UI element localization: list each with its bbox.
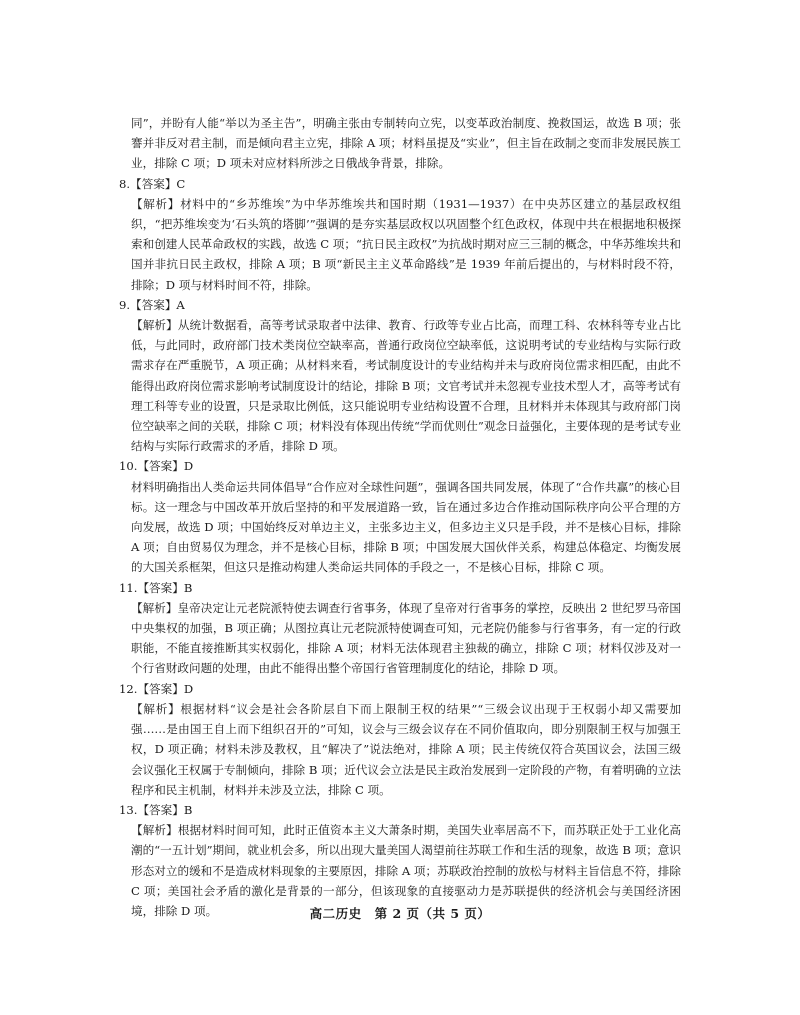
- page-footer: 高二历史 第 2 页（共 5 页）: [309, 906, 491, 921]
- question-8: [119, 174, 681, 295]
- answer-label: 12.【答案】D: [119, 681, 194, 696]
- question-11: [119, 578, 681, 679]
- explanation-text: 【解析】根据材料“议会是社会各阶层自下而上限制王权的结果”“三级会议出现于王权弱小却又需要加强……是由国王自上而下组织召开的”可知，议会与三级会议存在不同价值取向，即分别限制王权与加强王权，D 项正确；材料未涉及教权，且“解决了”说法绝对，排除 A 项；民主传统仅符合英国议会，法国三级会议强化王权属于专制倾向，排除 B 项；近代议会立法是民主政治发展到一定阶段的产物，有着明确的立法程序和民主机制，材料并未涉及立法，排除 C 项。: [131, 701, 681, 797]
- explanation-text: 【解析】皇帝决定让元老院派特使去调查行省事务，体现了皇帝对行省事务的掌控，反映出 2 世纪罗马帝国中央集权的加强，B 项正确；从图拉真让元老院派特使调查可知，元老院仍能参与行省事务，有一定的行政职能，不能直接推断其实权弱化，排除 A 项；材料无法体现君主独裁的确立，排除 C 项；材料仅涉及对一个行省财政问题的处理，由此不能得出整个帝国行省管理制度化的结论，排除 D 项。: [131, 600, 681, 676]
- answer-key-content: [119, 113, 681, 921]
- explanation-text: 材料明确指出人类命运共同体倡导“合作应对全球性问题”，强调各国共同发展，体现了“合作共赢”的核心目标。这一理念与中国改革开放后坚持的和平发展道路一致，旨在通过多边合作推动国际秩序向公平合理的方向发展，故选 D 项；中国始终反对单边主义，主张多边主义，但多边主义只是手段，并不是核心目标，排除 A 项；自由贸易仅为理念，并不是核心目标，排除 B 项；中国发展大国伙伴关系，构建总体稳定、均衡发展的大国关系框架，但这只是推动构建人类命运共同体的手段之一，不是核心目标，排除 C 项。: [131, 479, 681, 575]
- question-10: [119, 456, 681, 577]
- answer-label: 11.【答案】B: [119, 580, 193, 595]
- answer-label: 8.【答案】C: [119, 176, 186, 191]
- question-9: [119, 295, 681, 457]
- question-12: [119, 679, 681, 800]
- explanation-text: 【解析】材料中的“乡苏维埃”为中华苏维埃共和国时期（1931—1937）在中央苏区建立的基层政权组织，“把苏维埃变为‘石头筑的塔脚’”强调的是夯实基层政权以巩固整个红色政权，体现中共在根据地积极探索和创建人民革命政权的实践，故选 C 项；“抗日民主政权”为抗战时期对应三三制的概念，中华苏维埃共和国并非抗日民主政权，排除 A 项；B 项“新民主主义革命路线”是 1939 年前后提出的，与材料时段不符，排除；D 项与材料时间不符，排除。: [131, 196, 681, 292]
- answer-label: 13.【答案】B: [119, 802, 193, 817]
- answer-label: 9.【答案】A: [119, 297, 185, 312]
- question-13: [119, 800, 681, 921]
- continuation-paragraph: 同”，并盼有人能“举以为圣主告”，明确主张由专制转向立宪，以变革政治制度、挽救国运，故选 B 项；张謇并非反对君主制，而是倾向君主立宪，排除 A 项；材料虽提及“实业”，但主旨在政制之变而非发展民族工业，排除 C 项；D 项未对应材料所涉之日俄战争背景，排除。: [131, 116, 681, 171]
- explanation-text: 【解析】根据材料时间可知，此时正值资本主义大萧条时期，美国失业率居高不下，而苏联正处于工业化高潮的“一五计划”期间，就业机会多，所以出现大量美国人渴望前往苏联工作和生活的现象，故选 B 项；意识形态对立的缓和不是造成材料现象的主要原因，排除 A 项；苏联政治控制的放松与材料主旨信息不符，排除 C 项；美国社会矛盾的激化是背景的一部分，但该现象的直接驱动力是苏联提供的经济机会与美国经济困境，排除 D 项。: [131, 823, 681, 918]
- explanation-text: 【解析】从统计数据看，高等考试录取者中法律、教育、行政等专业占比高，而理工科、农林科等专业占比低，与此同时，政府部门技术类岗位空缺率高，普通行政岗位空缺率低，这说明考试的专业结构与实际行政需求存在严重脱节，A 项正确；从材料来看，考试制度设计的专业结构并未与政府岗位需求相匹配，由此不能得出政府岗位需求影响考试制度设计的结论，排除 B 项；文官考试并未忽视专业技术型人才，高等考试有理工科等专业的设置，只是录取比例低，这只能说明专业结构设置不合理，且材料并未体现其与政府部门岗位空缺率之间的关联，排除 C 项；材料没有体现出传统“学而优则仕”观念日益强化，主要体现的是考试专业结构与实际行政需求的矛盾，排除 D 项。: [131, 318, 681, 454]
- answer-label: 10.【答案】D: [119, 459, 194, 474]
